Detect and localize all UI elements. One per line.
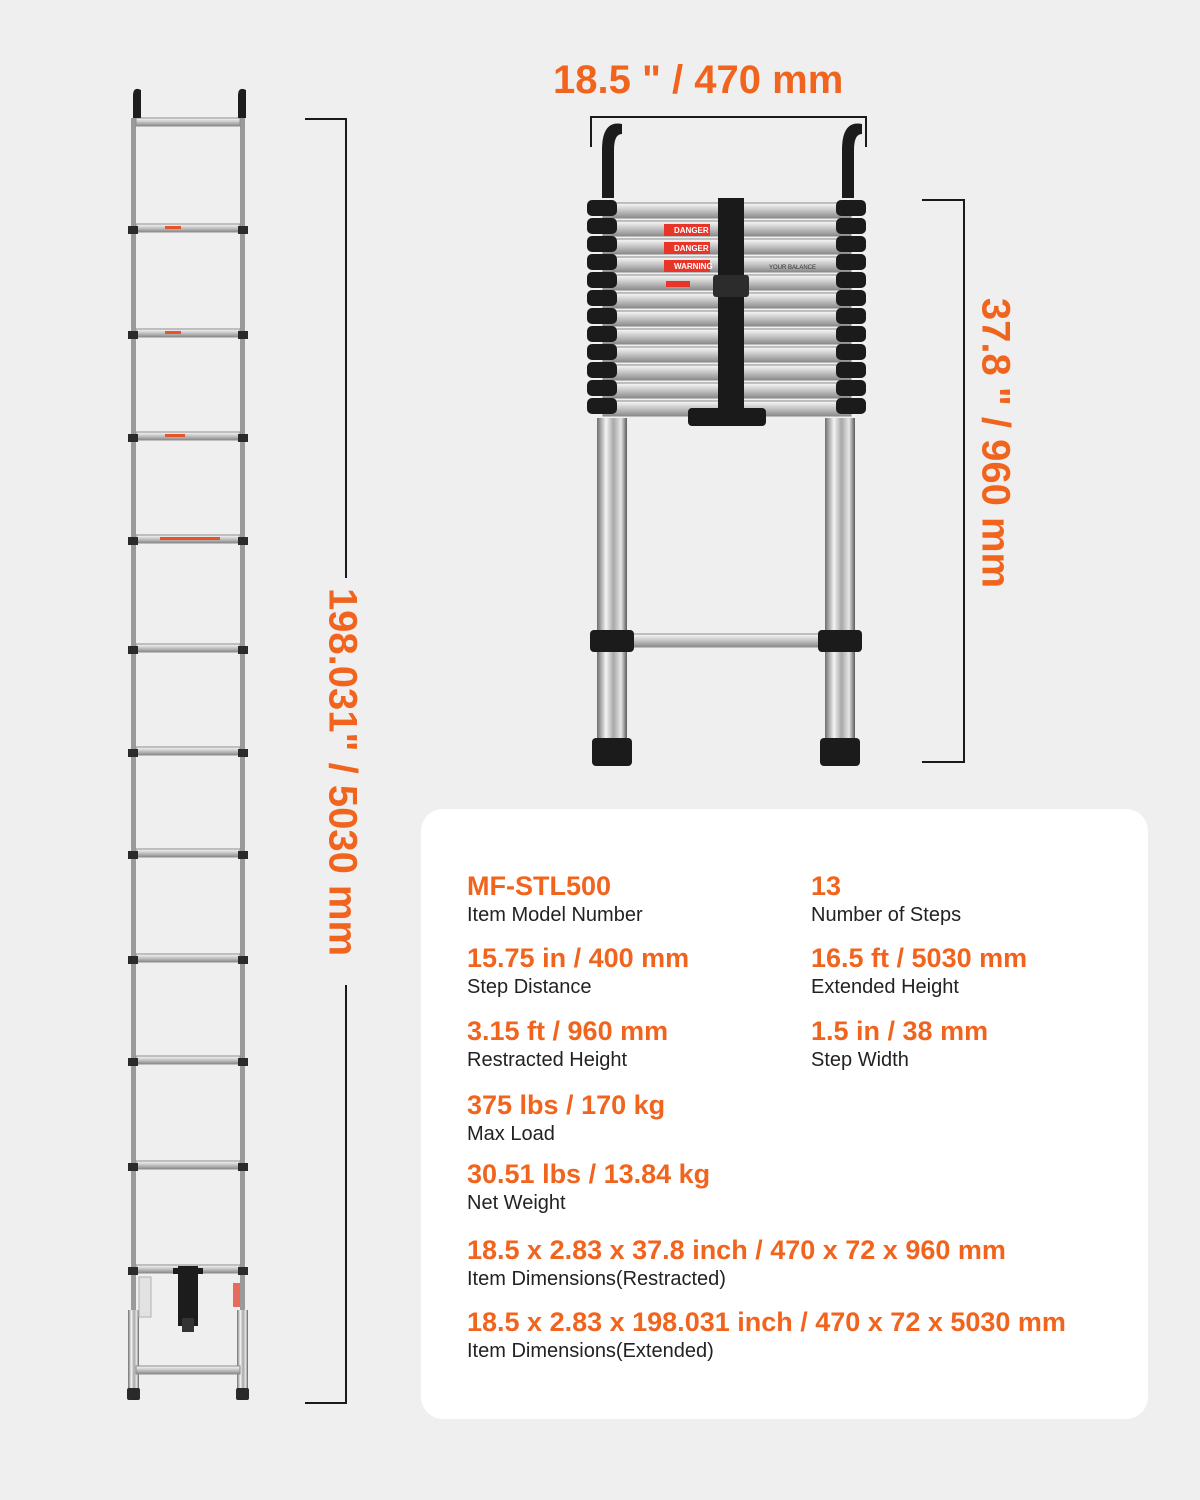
retracted-height-dimension-label: 37.8 " / 960 mm bbox=[973, 297, 1018, 589]
spec-label: Max Load bbox=[467, 1123, 555, 1145]
spec-value: 3.15 ft / 960 mm bbox=[467, 1016, 669, 1046]
spec-label: Step Width bbox=[811, 1049, 909, 1071]
retracted-height-dimension-line bbox=[922, 200, 964, 762]
spec-value: 13 bbox=[811, 871, 842, 901]
spec-label: Restracted Height bbox=[467, 1049, 628, 1071]
spec-max-load bbox=[467, 1089, 665, 1147]
spec-step-width bbox=[811, 1015, 988, 1073]
spec-label: Step Distance bbox=[467, 976, 592, 998]
extended-height-dimension-label: 198.031" / 5030 mm bbox=[320, 587, 365, 957]
spec-value: 18.5 x 2.83 x 198.031 inch / 470 x 72 x 5030 mm bbox=[467, 1307, 1066, 1337]
spec-label: Extended Height bbox=[811, 976, 959, 998]
spec-value: 18.5 x 2.83 x 37.8 inch / 470 x 72 x 960 mm bbox=[467, 1235, 1006, 1265]
width-dimension-label: 18.5 " / 470 mm bbox=[553, 58, 844, 102]
spec-label: Item Model Number bbox=[467, 904, 643, 926]
spec-model bbox=[467, 870, 643, 928]
spec-label: Net Weight bbox=[467, 1192, 566, 1214]
spec-label: Item Dimensions(Extended) bbox=[467, 1340, 714, 1362]
spec-label: Item Dimensions(Restracted) bbox=[467, 1268, 726, 1290]
danger-label: DANGER bbox=[674, 244, 709, 253]
spec-steps bbox=[811, 870, 961, 928]
spec-label: Number of Steps bbox=[811, 904, 962, 926]
spec-retracted-height bbox=[467, 1015, 668, 1073]
spec-dims-extended bbox=[467, 1306, 1066, 1364]
warning-label: WARNING bbox=[674, 262, 713, 271]
spec-extended-height bbox=[811, 942, 1027, 1000]
extended-ladder bbox=[127, 89, 249, 1400]
spec-net-weight bbox=[467, 1158, 710, 1216]
spec-value: MF-STL500 bbox=[467, 871, 612, 901]
width-dimension-line bbox=[591, 117, 866, 147]
spec-dims-retracted bbox=[467, 1234, 1006, 1292]
spec-value: 30.51 lbs / 13.84 kg bbox=[467, 1159, 711, 1189]
spec-value: 15.75 in / 400 mm bbox=[467, 943, 690, 973]
spec-step-distance bbox=[467, 942, 689, 1000]
spec-panel bbox=[421, 809, 1148, 1419]
balance-label: YOUR BALANCE bbox=[769, 265, 817, 271]
retracted-ladder bbox=[587, 124, 866, 766]
spec-value: 16.5 ft / 5030 mm bbox=[811, 943, 1028, 973]
spec-value: 1.5 in / 38 mm bbox=[811, 1016, 989, 1046]
danger-label: DANGER bbox=[674, 226, 709, 235]
spec-value: 375 lbs / 170 kg bbox=[467, 1090, 666, 1120]
